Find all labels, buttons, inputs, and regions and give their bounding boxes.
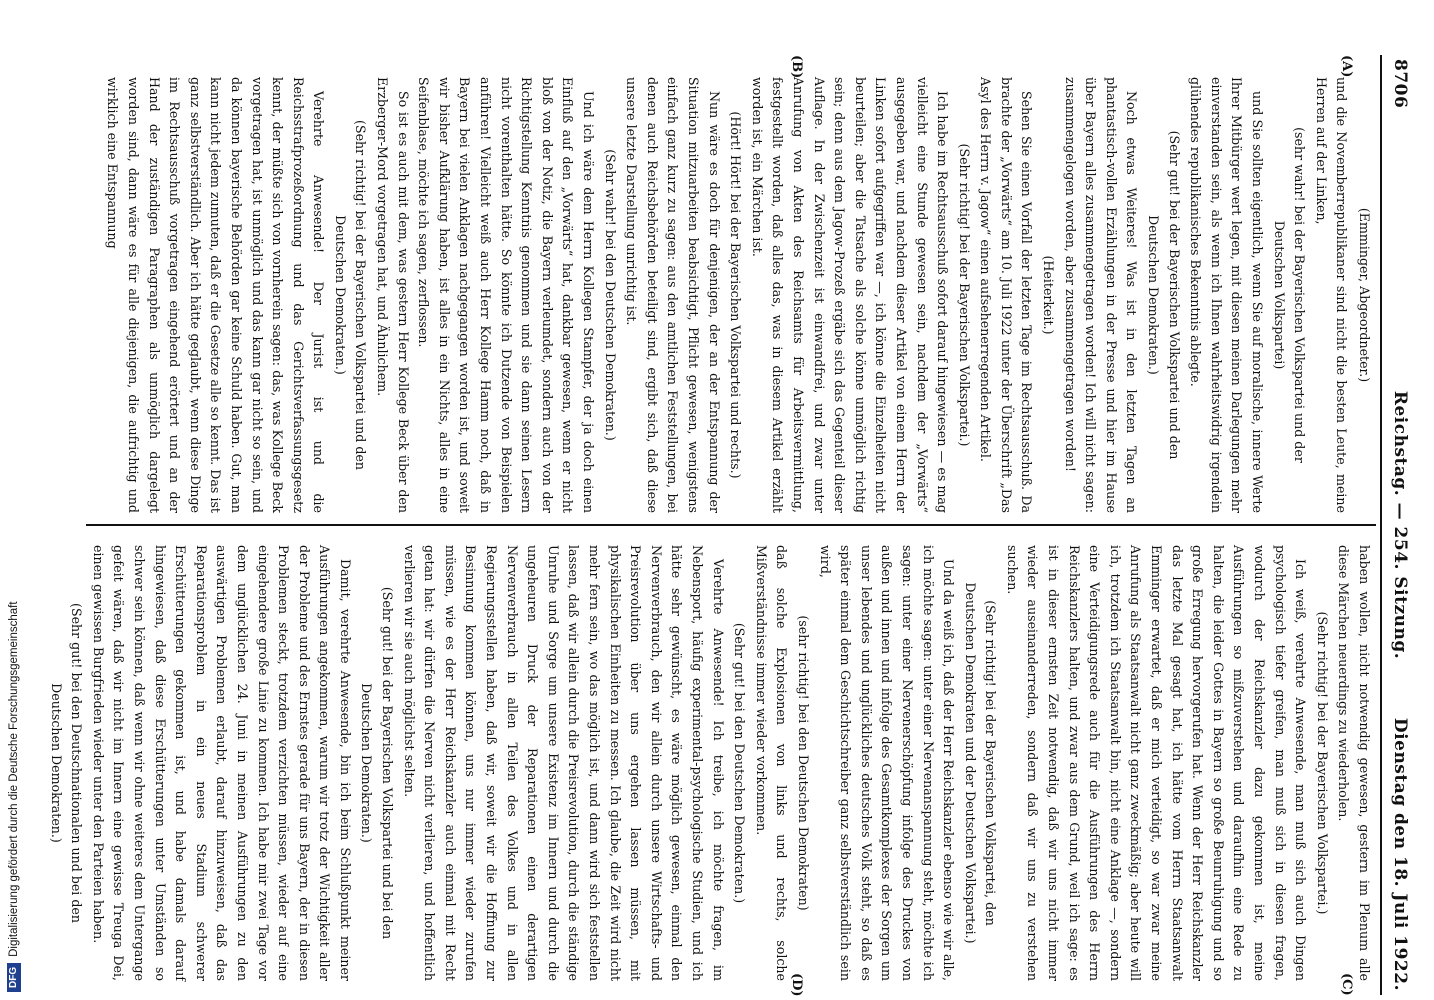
session-title: Reichstag. — 254. Sitzung. <box>1390 390 1410 660</box>
paragraph: haben wollen, nicht notwendig gewesen, gestern im Plenum alle diese Märchen neuerdings zu wiederholen. <box>1336 545 1372 981</box>
paragraph: Ich weiß, verehrte Anwesende, man muß sich auch Dingen psychologisch tiefer greifen, man muß sich in diesen fragen, wodurch der Reichskanzler dazu gekommen ist, meine Ausführungen so mißzuverstehen und daraufhin eine Rede zu halten, die leider Gottes in Bayern so große Beunruhigung und so große Erregung hervorgerufen hat. Wenn der Herr Reichskanzler das letzte Mal gesagt hat, ich hätte vom Herrn Staatsanwalt Emminger erwartet, daß er mich verteidigt, so war zwar meine Anrufung als Staatsanwalt nicht ganz zweckmäßig; aber heute will ich, trotzdem ich Staatsanwalt bin, nicht eine Anklage —, sondern eine Verteidigungsrede auch für die Ausführungen des Herrn Reichskanzlers halten, und zwar aus dem Grund, weil ich sage: es ist in dieser ernsten Zeit notwendig, daß wir uns nicht immer wieder auseinanderreden, sondern daß wir uns zu verstehen suchen. <box>1004 545 1309 981</box>
right-column <box>48 545 1374 981</box>
interjection: (Sehr richtig! bei der Bayerischen Volkspartei.) <box>1314 611 1330 915</box>
interjection: (Sehr gut! bei der Bayerischen Volkspartei und bei den Deutschen Demokraten.) <box>359 586 396 940</box>
interjection: (Sehr richtig! bei der Bayerischen Volkspartei und den Deutschen Demokraten.) <box>332 120 369 470</box>
header-rule <box>1380 55 1382 995</box>
interjection: (Heiterkeit.) <box>1041 255 1057 335</box>
interjection: (Sehr gut! bei den Deutschnationalen und bei den Deutschen Demokraten.) <box>48 603 85 923</box>
paragraph: Nun wäre es doch für denjenigen, der an der Entspannung der Situation mitzuarbeiten beabsichtigt, Pflicht gewesen, wenigstens einfach ganz kurz zu sagen: aus den amtlichen Feststellungen, bei denen auch Reichsbehörden beteiligt sind, ergibt sich, daß diese unsere letzte Darstellung unrichtig ist. <box>624 77 722 513</box>
interjection: (Sehr richtig! bei der Bayerischen Volkspartei, den Deutschen Demokraten und der Deutschen Volkspartei.) <box>962 582 999 944</box>
paragraph: Verehrte Anwesende! Ich treibe, ich möchte fragen, im Nebensport, häufig experimental-psychologische Studien, und ich hätte sehr gewünscht, es wäre möglich gewesen, einmal den Nervenverbrauch, den wir allein durch unsere Wirtschafts- und Preisrevolution über uns ergehen lassen müssen, mit physikalischen Einheiten zu messen. Ich glaube, die Zeit wird nicht mehr fern sein, wo das möglich ist, und dann wird sich feststellen lassen, daß wir allein durch die Preisrevolution, durch die ständige Unruhe und Sorge um unsere Existenz im Innern und durch die ungeheuren Druck der Reparationen einen derartigen Nervenverbrauch in allen Teilen des Volkes und in allen Regierungsstellen haben, daß wir, soweit wir die Hoffnung zur Besinnung kommen können, uns nur immer wieder zurufen müssen, wie es der Herr Reichskanzler auch einmal mit Recht getan hat: wir dürfen die Nerven nicht verlieren, und hoffentlich verlieren wir sie auch möglichst selten. <box>401 545 726 981</box>
paragraph: Und da weiß ich, daß der Herr Reichskanzler ebenso wie wir alle, ich möchte sagen: unter einer Nervenanspannung steht, möchte ich sagen: unter einer Nervenerschöpfung infolge des Druckes von außen und innen und infolge des Gesamtkomplexes der Sorgen um unser lebendes und unglückliches deutsches Volk steht, so daß es später einmal dem Geschichtschreiber ganz selbstverständlich sein wird, <box>817 545 957 981</box>
interjection: (Sehr richtig! bei der Bayerischen Volkspartei.) <box>956 143 972 447</box>
paragraph: Und ich wäre dem Herrn Kollegen Stampfer, der ja doch einen Einfluß auf den „Vorwärts“ hat, dankbar gewesen, wenn er nicht bloß von der Notiz, die Bayern verleumdet, sondern auch von der Richtigstellung Kenntnis genommen und sie dann seinen Lesern nicht vorenthalten hätte. So könnte ich Dutzende von Beispielen anführen! Vielleicht weiß auch Herr Kollege Hamm noch, daß in Bayern bei vielen Anklagen nachgegangen worden ist, und soweit wir bisher Aufklärung haben, ist alles in ein Nichts, alles in eine Seifenblase, möchte ich sagen, zerflossen. <box>416 77 597 513</box>
left-column <box>86 77 1374 513</box>
paragraph: So ist es auch mit dem, was gestern Herr Kollege Beck über den Erzberger-Mord vorgetragen hat, und Ähnlichem. <box>375 77 411 513</box>
credit-text: Digitalisierung gefördert durch die Deutsche Forschungsgemeinschaft <box>8 601 20 957</box>
margin-letter-b: (B) <box>789 55 804 79</box>
paragraph: und Sie sollten eigentlich, wenn Sie auf moralische, innere Werte Ihrer Mitbürger wert legen, mit diesen meinen Darlegungen mehr einverstanden sein, als wenn ich Ihnen wahrheitswidrig irgendein glühendes republikanisches Bekenntnis ablegte. <box>1188 77 1266 513</box>
dfg-logo: DFG <box>7 963 21 992</box>
interjection: (Sehr gut! bei den Deutschen Demokraten.) <box>732 622 748 904</box>
scanned-page <box>48 55 1416 997</box>
paragraph: Verehrte Anwesende! Der Jurist ist und die Reichsstrafprozeßordnung und das Gerichtsverfassungsgesetz kennt, der müßte sich von vornherein sagen: das, was Kollege Beck vorgetragen hat, ist unmöglich und das kann gar nicht so sein, und da können bayerische Behörden gar keine Schuld haben. Gut, man kann nicht jedem zumuten, daß er die Gesetze alle so kennt. Das ist ganz selbstverständlich. Aber ich hätte geglaubt, wenn diese Dinge im Rechtsausschuß vorgetragen eingehend erörtert und an der Hand der zuständigen Paragraphen als unmöglich dargelegt worden sind, dann wäre es für alle diejenigen, die aufrichtig und wirklich eine Entspannung <box>105 77 327 513</box>
margin-letter-d: (D) <box>789 973 804 997</box>
paragraph: daß solche Explosionen von links und rechts, solche Mißverständnisse immer wieder vorkommen. <box>753 545 790 981</box>
paragraph: Sehen Sie einen Vorfall der letzten Tage im Rechtsausschuß. Da brachte der „Vorwärts“ am 10. Juli 1922 unter der Überschrift „Das Asyl des Herrn v. Jagow“ einen aufsehenerregenden Artikel. <box>978 77 1035 513</box>
paragraph: und die Novemberrepublikaner sind nicht die besten Leute, meine Herren auf der Linken, <box>1313 77 1350 513</box>
column-rule <box>86 524 1376 526</box>
page-content <box>48 55 1416 997</box>
session-date: Dienstag den 18. Juli 1922. <box>1390 717 1410 991</box>
paragraph: Damit, verehrte Anwesende, bin ich beim Schlußpunkt meiner Ausführungen angekommen, warum wir trotz der Wichtigkeit aller der Probleme und des Ernstes gerade für uns Bayern, der in diesen Problemen steckt, trotzdem verzichten müssen, wieder auf eine eingehendere große Linie zu kommen. Ich habe mir zwei Tage vor dem unglücklichen 24. Juni in meinen Ausführungen zu den auswärtigen Problemen erlaubt, darauf hinzuweisen, daß das Reparationsproblem in ein neues Stadium schwerer Erschütterungen gekommen ist, und habe damals darauf hingewiesen, daß diese Erschütterungen unter Umständen so schwer sein können, daß wenn wir ohne weiteres dem Untergange gefeit wären, daß wir nicht im Innern eine gewisse Treuga Dei, einen gewissen Burgfrieden wieder unter den Parteien haben. <box>90 545 353 981</box>
interjection: (Sehr gut! bei der Bayerischen Volkspartei und den Deutschen Demokraten.) <box>1146 130 1182 460</box>
speaker-line: (Emminger, Abgeordneter.) <box>1357 207 1372 383</box>
interjection: (sehr wahr! bei der Bayerischen Volkspartei und der Deutschen Volkspartei) <box>1271 127 1308 463</box>
interjection: (Hört! Hört! bei der Bayerischen Volkspartei und rechts.) <box>728 111 744 479</box>
margin-letter-a: (A) <box>1339 55 1354 78</box>
paragraph: Ich habe im Rechtsausschuß sofort darauf hingewiesen — es mag vielleicht eine Stunde gewesen sein, nachdem der „Vorwärts“ ausgegeben war, und nachdem dieser Artikel von einem Herrn der Linken sofort aufgegriffen war —, ich könne die Einzelheiten nicht beurteilen; aber die Tatsache als solche könne unmöglich richtig sein; denn aus dem Jagow-Prozeß ergäbe sich das Gegenteil dieser Auflage. In der Zwischenzeit ist einwandfrei, und zwar unter Anrufung von Akten des Reichsamts für Arbeitsvermittlung, festgestellt worden, daß alles das, was in diesem Artikel erzählt worden ist, ein Märchen ist. <box>749 77 951 513</box>
paragraph: Noch etwas Weiteres! Was ist in den letzten Tagen an phantastisch-vollen Erzählungen in der Presse und hier im Hause über Bayern alles zusammengetragen worden! Ich will nicht sagen: zusammengelogen worden, aber zusammengetragen worden! <box>1062 77 1140 513</box>
interjection: (sehr richtig! bei den Deutschen Demokraten) <box>795 615 811 911</box>
running-header <box>1384 59 1412 991</box>
margin-letter-c: (C) <box>1339 973 1354 996</box>
interjection: (Sehr wahr! bei den Deutschen Demokraten.) <box>602 149 618 441</box>
page-number: 8706 <box>1390 59 1410 109</box>
